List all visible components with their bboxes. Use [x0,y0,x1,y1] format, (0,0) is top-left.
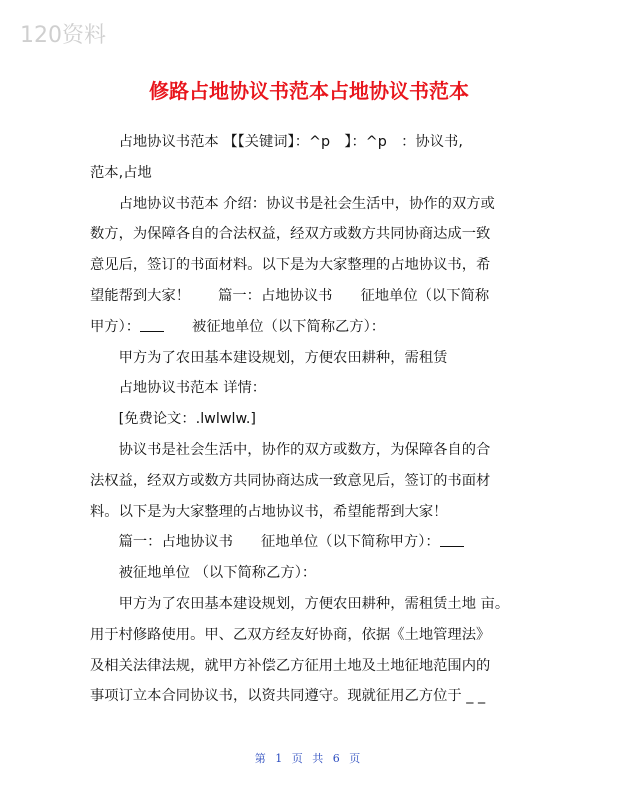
fill-in-blank [140,317,164,332]
text-line: 协议书是社会生活中，协作的双方或数方，为保障各自的合 [118,441,491,458]
text-line: 被征地单位 （以下简称乙方）： [118,565,317,582]
text-line: 数方，为保障各自的合法权益，经双方或数方共同协商达成一致 [90,226,491,243]
watermark-logo: 120资料 [20,23,106,48]
text-line: 范本,占地 [90,164,152,181]
text-segment: 甲方）： [90,318,141,335]
fill-in-blank [440,532,464,547]
text-line: 及相关法律法规，就甲方补偿乙方征用土地及土地征地范围内的 [90,657,491,674]
text-line: 事项订立本合同协议书，以资共同遵守。现就征用乙方位于 _ _ [90,688,486,705]
text-line: 甲方为了农田基本建设规划，方便农田耕种，需租赁土地 亩。 [118,595,510,612]
text-segment: 征地单位（以下简称甲方）： [260,534,440,551]
document-title: 修路占地协议书范本占地协议书范本 [149,79,469,103]
text-line: [免费论文：.lwlwlw.] [118,411,257,428]
text-line: 占地协议书范本 介绍：协议书是社会生活中，协作的双方或 [118,195,495,212]
text-segment: 望能帮到大家！ [90,287,191,304]
document-body [90,127,530,712]
text-segment: 篇一：占地协议书 [118,534,233,551]
text-line: 甲方为了农田基本建设规划，方便农田耕种，需租赁 [118,349,448,366]
text-segment: 征地单位（以下简称 [360,287,490,304]
text-segment: 篇一：占地协议书 [218,287,333,304]
text-line [90,281,530,312]
text-line [90,312,530,343]
text-line: 意见后，签订的书面材料。以下是为大家整理的占地协议书，希 [90,257,491,274]
page-footer: 第 1 页 共 6 页 [254,752,364,765]
text-line: 占地协议书范本 详情： [118,380,267,397]
text-line: 占地协议书范本 【【关键词】：^p 】：^p ：协议书, [118,134,463,150]
text-segment: 被征地单位（以下简称乙方）： [192,318,386,335]
text-line: 料。以下是为大家整理的占地协议书，希望能帮到大家！ [90,503,448,520]
text-line: 法权益，经双方或数方共同协商达成一致意见后，签订的书面材 [90,472,491,489]
text-line [90,527,530,558]
text-line: 用于村修路使用。甲、乙双方经友好协商，依据《土地管理法》 [90,626,491,643]
